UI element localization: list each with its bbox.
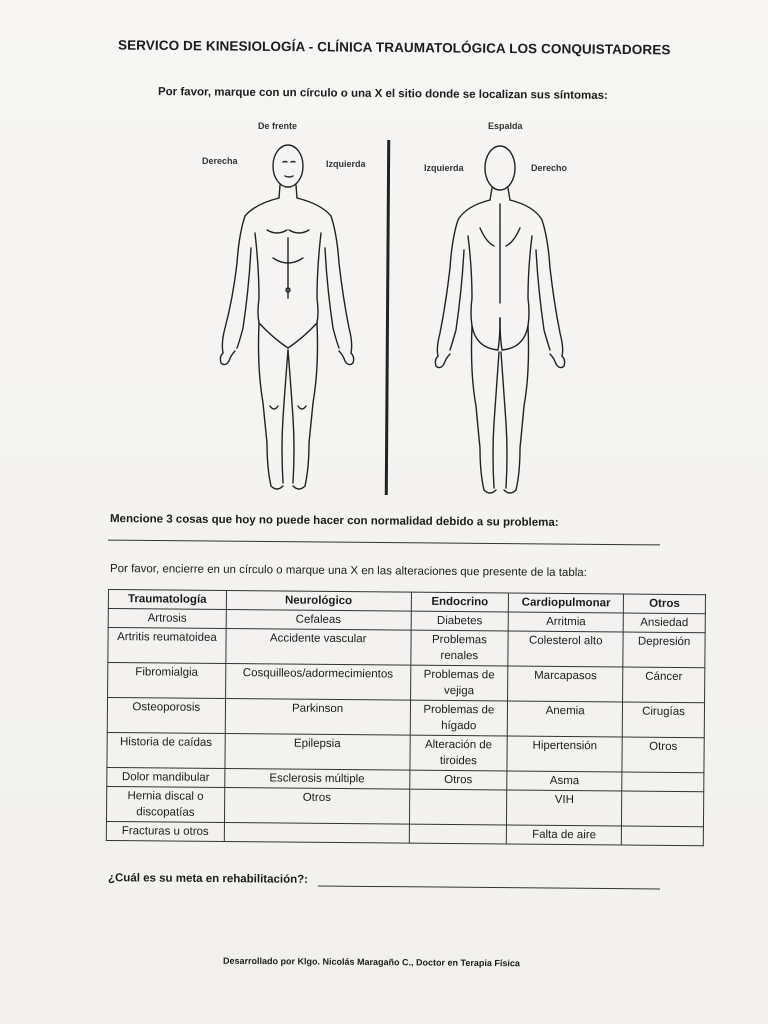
back-view-heading: Espalda bbox=[488, 121, 523, 131]
table-cell[interactable]: Accidente vascular bbox=[226, 629, 411, 666]
table-cell[interactable]: Falta de aire bbox=[507, 825, 622, 845]
front-body-figure[interactable] bbox=[215, 138, 355, 498]
table-cell[interactable]: Fracturas u otros bbox=[106, 821, 224, 841]
front-view-heading: De frente bbox=[258, 121, 298, 131]
table-cell[interactable] bbox=[409, 789, 507, 825]
header-endocrino: Endocrino bbox=[411, 592, 509, 612]
table-cell[interactable]: Marcapasos bbox=[508, 666, 623, 702]
table-cell[interactable]: Cirugías bbox=[622, 702, 704, 738]
table-cell[interactable]: Problemas renales bbox=[410, 630, 508, 666]
header-cardiopulmonar: Cardiopulmonar bbox=[509, 593, 624, 613]
table-cell[interactable]: Cosquilleos/adormecimientos bbox=[225, 664, 410, 701]
table-cell[interactable]: Epilepsia bbox=[225, 734, 410, 771]
header-neurologico: Neurológico bbox=[226, 591, 411, 612]
table-row bbox=[108, 663, 705, 703]
table-cell[interactable] bbox=[622, 772, 704, 792]
table-cell[interactable]: Otros bbox=[622, 737, 704, 773]
table-row bbox=[107, 698, 704, 738]
table-row bbox=[107, 732, 704, 772]
front-left-label: Izquierda bbox=[326, 159, 366, 169]
back-body-figure[interactable] bbox=[432, 138, 572, 503]
table-cell[interactable]: Cefaleas bbox=[226, 610, 411, 631]
conditions-table bbox=[106, 589, 706, 846]
goal-question: ¿Cuál es su meta en rehabilitación?: bbox=[107, 872, 309, 886]
table-instruction: Por favor, encierre en un círculo o marque una X en las alteraciones que presente de la tabla: bbox=[109, 562, 587, 580]
table-cell[interactable]: Depresión bbox=[623, 632, 705, 668]
table-cell[interactable]: VIH bbox=[507, 790, 622, 826]
table-cell[interactable]: Alteración de tiroides bbox=[409, 735, 507, 771]
table-cell[interactable]: Osteoporosis bbox=[107, 698, 225, 734]
form-title: SERVICO DE KINESIOLOGÍA - CLÍNICA TRAUMATOLÓGICA LOS CONQUISTADORES bbox=[117, 37, 671, 58]
table-cell[interactable] bbox=[224, 823, 409, 844]
table-cell[interactable]: Diabetes bbox=[411, 611, 509, 631]
table-cell[interactable] bbox=[622, 791, 704, 827]
table-cell[interactable]: Problemas de hígado bbox=[410, 700, 508, 736]
table-row bbox=[106, 821, 703, 845]
table-cell[interactable]: Colesterol alto bbox=[508, 631, 623, 667]
table-cell[interactable]: Otros bbox=[224, 788, 409, 825]
table-cell[interactable]: Problemas de vejiga bbox=[410, 665, 508, 701]
body-map-instruction: Por favor, marque con un círculo o una X el sitio donde se localizan sus síntomas: bbox=[157, 86, 608, 102]
table-cell[interactable] bbox=[621, 826, 703, 846]
table-cell[interactable]: Arritmia bbox=[508, 612, 623, 632]
table-cell[interactable]: Dolor mandibular bbox=[107, 767, 225, 787]
table-cell[interactable]: Otros bbox=[409, 770, 507, 790]
view-divider bbox=[385, 140, 390, 495]
activities-question: Mencione 3 cosas que hoy no puede hacer con normalidad debido a su problema: bbox=[109, 513, 559, 529]
table-cell[interactable]: Historia de caídas bbox=[107, 732, 225, 768]
header-traumatologia: Traumatología bbox=[108, 590, 226, 610]
back-left-label: Izquierda bbox=[424, 163, 464, 173]
goal-answer-line[interactable] bbox=[318, 886, 660, 890]
table-cell[interactable]: Asma bbox=[507, 771, 622, 791]
back-right-label: Derecho bbox=[531, 163, 568, 173]
table-cell[interactable]: Esclerosis múltiple bbox=[225, 769, 410, 790]
table-cell[interactable]: Cáncer bbox=[623, 667, 705, 703]
table-cell[interactable]: Ansiedad bbox=[623, 613, 705, 633]
front-right-label: Derecha bbox=[202, 156, 238, 166]
footer-credit: Desarrollado por Klgo. Nicolás Maragaño C., Doctor en Terapia Física bbox=[222, 955, 520, 969]
table-cell[interactable]: Hernia discal o discopatías bbox=[106, 786, 224, 822]
table-cell[interactable]: Hipertensión bbox=[507, 736, 622, 772]
table-cell[interactable]: Parkinson bbox=[225, 699, 410, 736]
table-cell[interactable]: Artritis reumatoidea bbox=[108, 628, 226, 664]
table-cell[interactable] bbox=[409, 824, 507, 844]
table-cell[interactable]: Fibromialgia bbox=[108, 663, 226, 699]
table-cell[interactable]: Anemia bbox=[507, 701, 622, 737]
header-otros: Otros bbox=[623, 594, 705, 614]
table-cell[interactable]: Artrosis bbox=[108, 609, 226, 629]
activities-answer-line[interactable] bbox=[108, 540, 660, 546]
table-row bbox=[106, 786, 703, 826]
table-row bbox=[108, 628, 705, 668]
